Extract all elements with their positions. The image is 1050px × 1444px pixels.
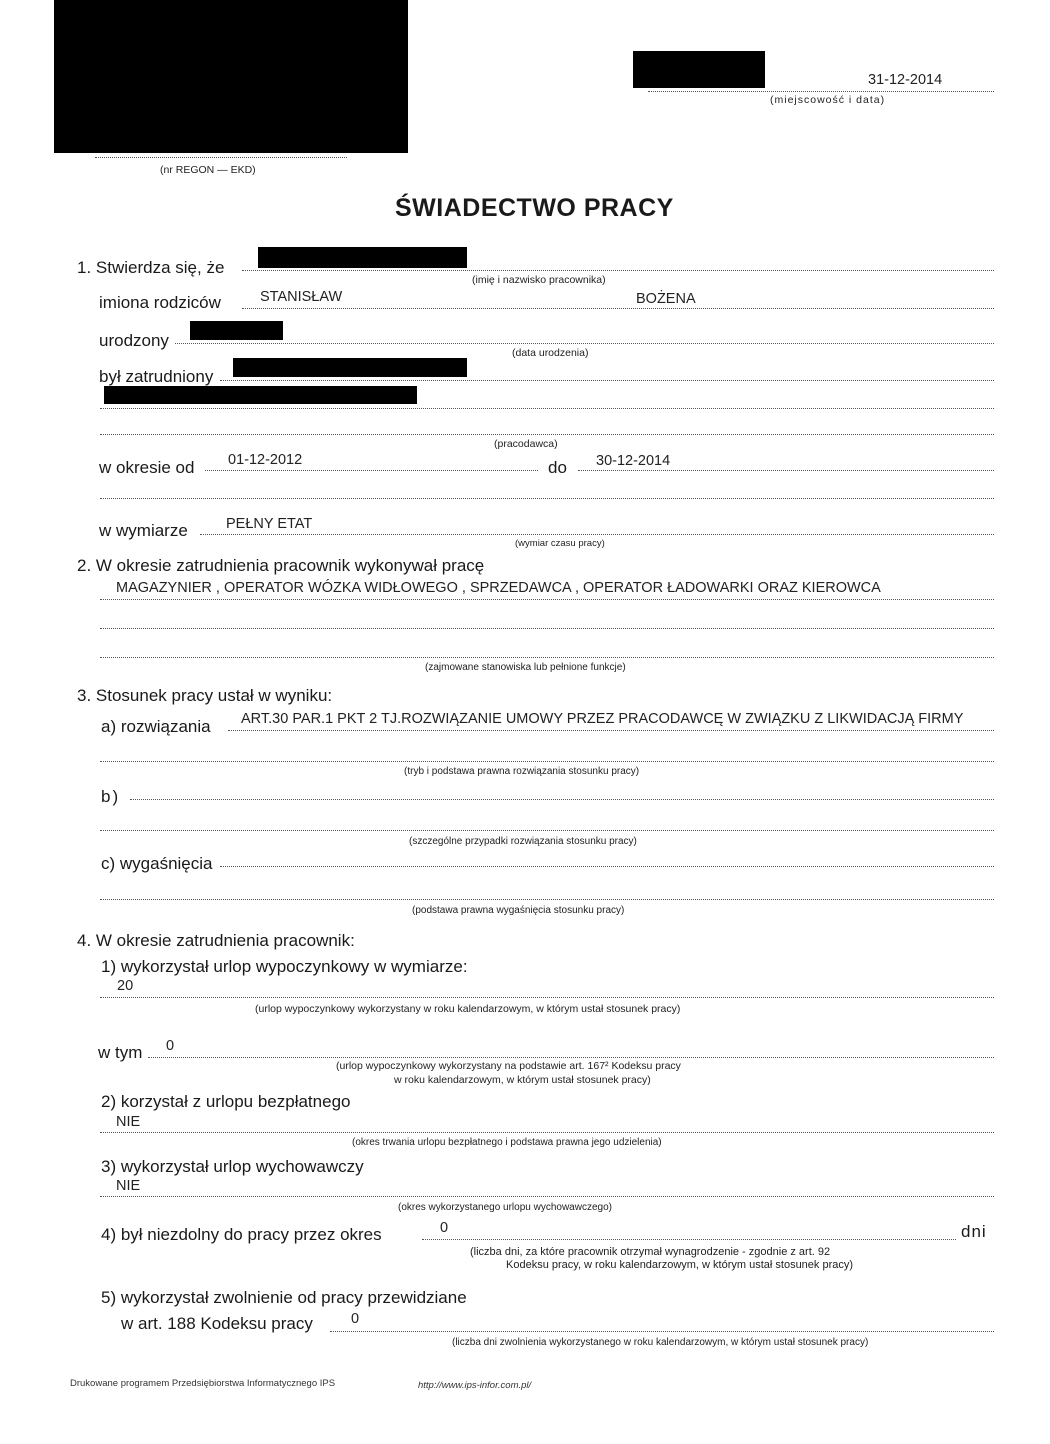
s4-1-caption: (urlop wypoczynkowy wykorzystany w roku kalendarzowym, w którym ustał stosunek pracy): [255, 1003, 681, 1015]
s3a-value: ART.30 PAR.1 PKT 2 TJ.ROZWIĄZANIE UMOWY PRZEZ PRACODAWCĘ W ZWIĄZKU Z LIKWIDACJĄ FIRMY: [241, 711, 964, 727]
s4-2-caption: (okres trwania urlopu bezpłatnego i podstawa prawna jego udzielenia): [352, 1137, 662, 1148]
s2-line-3: [100, 657, 994, 658]
date-to: 30-12-2014: [596, 453, 671, 469]
s4-1-value: 20: [117, 978, 134, 994]
document-title: ŚWIADECTWO PRACY: [395, 194, 674, 222]
born-line: [175, 343, 994, 344]
period-line-2: [100, 498, 994, 499]
wtym-caption-1: (urlop wypoczynkowy wykorzystany na podstawie art. 167² Kodeksu pracy: [336, 1060, 681, 1072]
name-caption: (imię i nazwisko pracownika): [472, 274, 606, 286]
s4-2-value: NIE: [116, 1114, 141, 1130]
s3b-label: b): [101, 787, 121, 806]
s4-4-line: [422, 1239, 956, 1240]
s4-5-value: 0: [351, 1311, 360, 1327]
s3c-caption: (podstawa prawna wygaśnięcia stosunku pracy): [412, 905, 625, 916]
date-to-line: [578, 470, 994, 471]
redacted-birth-date: [190, 321, 283, 340]
footer-printed-by: Drukowane programem Przedsiębiorstwa Informatycznego IPS: [70, 1378, 336, 1389]
employer-line-1: [220, 380, 994, 381]
s4-4-caption-1: (liczba dni, za które pracownik otrzymał wynagrodzenie - zgodnie z art. 92: [470, 1246, 831, 1258]
parents-line: [242, 308, 994, 309]
redacted-employer-stamp: [54, 0, 408, 153]
s4-4-label: 4) był niezdolny do pracy przez okres: [101, 1225, 382, 1244]
wtym-value: 0: [166, 1038, 175, 1054]
wtym-line: [148, 1057, 994, 1058]
s4-5-line: [330, 1331, 994, 1332]
wtym-caption-2: w roku kalendarzowym, w którym ustał stosunek pracy): [394, 1074, 651, 1086]
mother-name: BOŻENA: [636, 291, 696, 307]
date-from-line: [205, 470, 538, 471]
s2-line-2: [100, 628, 994, 629]
s3a-label: a) rozwiązania: [101, 717, 211, 736]
to-label: do: [548, 458, 567, 477]
redacted-employer-1: [233, 358, 467, 377]
s4-4-value: 0: [440, 1220, 449, 1236]
employer-line-2: [100, 408, 994, 409]
s3b-caption: (szczególne przypadki rozwiązania stosunku pracy): [409, 836, 637, 847]
born-label: urodzony: [99, 331, 169, 350]
scope-label: w wymiarze: [99, 521, 188, 540]
issue-date: 31-12-2014: [868, 72, 943, 88]
wtym-label: w tym: [98, 1043, 143, 1062]
s3b-line-1: [130, 799, 994, 800]
s3-label: 3. Stosunek pracy ustał w wyniku:: [77, 686, 333, 705]
s4-1-label: 1) wykorzystał urlop wypoczynkowy w wymiarze:: [101, 957, 468, 976]
s4-3-label: 3) wykorzystał urlop wychowawczy: [101, 1157, 364, 1176]
regon-caption: (nr REGON — EKD): [160, 164, 256, 176]
period-label: w okresie od: [99, 458, 195, 477]
s2-caption: (zajmowane stanowiska lub pełnione funkcje): [425, 662, 626, 673]
name-line: [242, 270, 994, 271]
s2-value: MAGAZYNIER , OPERATOR WÓZKA WIDŁOWEGO , SPRZEDAWCA , OPERATOR ŁADOWARKI ORAZ KIEROWCA: [116, 580, 881, 596]
scope-caption: (wymiar czasu pracy): [515, 538, 605, 549]
s4-label: 4. W okresie zatrudnienia pracownik:: [77, 931, 355, 950]
redacted-employee-name: [258, 247, 467, 268]
s2-label: 2. W okresie zatrudnienia pracownik wykonywał pracę: [77, 556, 485, 575]
footer-url: http://www.ips-infor.com.pl/: [418, 1380, 532, 1391]
s3a-line-2: [100, 761, 994, 762]
s4-5-caption: (liczba dni zwolnienia wykorzystanego w roku kalendarzowym, w którym ustał stosunek pracy): [452, 1337, 869, 1348]
employer-line-3: [100, 434, 994, 435]
s4-5-label-1: 5) wykorzystał zwolnienie od pracy przewidziane: [101, 1288, 467, 1307]
scope-value: PEŁNY ETAT: [226, 516, 313, 532]
born-caption: (data urodzenia): [512, 347, 589, 359]
s4-3-value: NIE: [116, 1178, 141, 1194]
s3a-line-1: [228, 730, 994, 731]
s4-2-label: 2) korzystał z urlopu bezpłatnego: [101, 1092, 351, 1111]
date-caption: (miejscowość i data): [770, 94, 886, 106]
s4-2-line: [100, 1132, 994, 1133]
s3c-label: c) wygaśnięcia: [101, 854, 213, 873]
s2-line-1: [100, 599, 994, 600]
s4-3-line: [100, 1196, 994, 1197]
s1-label: 1. Stwierdza się, że: [77, 258, 225, 277]
employer-caption: (pracodawca): [494, 438, 558, 450]
scope-line: [200, 534, 994, 535]
s3b-line-2: [100, 830, 994, 831]
redacted-employer-2: [104, 386, 417, 404]
s4-4-unit: dni: [961, 1222, 987, 1241]
s4-5-label-2: w art. 188 Kodeksu pracy: [121, 1314, 313, 1333]
s3c-line-2: [100, 899, 994, 900]
regon-line: [95, 157, 347, 158]
s3a-caption: (tryb i podstawa prawna rozwiązania stosunku pracy): [404, 766, 640, 777]
date-line: [648, 91, 994, 92]
father-name: STANISŁAW: [260, 289, 343, 305]
parents-label: imiona rodziców: [99, 293, 221, 312]
date-from: 01-12-2012: [228, 452, 303, 468]
s4-4-caption-2: Kodeksu pracy, w roku kalendarzowym, w którym ustał stosunek pracy): [506, 1259, 854, 1271]
s4-1-line: [100, 997, 994, 998]
redacted-place: [633, 51, 765, 88]
employed-label: był zatrudniony: [99, 367, 214, 386]
s3c-line-1: [220, 866, 994, 867]
s4-3-caption: (okres wykorzystanego urlopu wychowawczego): [398, 1202, 612, 1213]
